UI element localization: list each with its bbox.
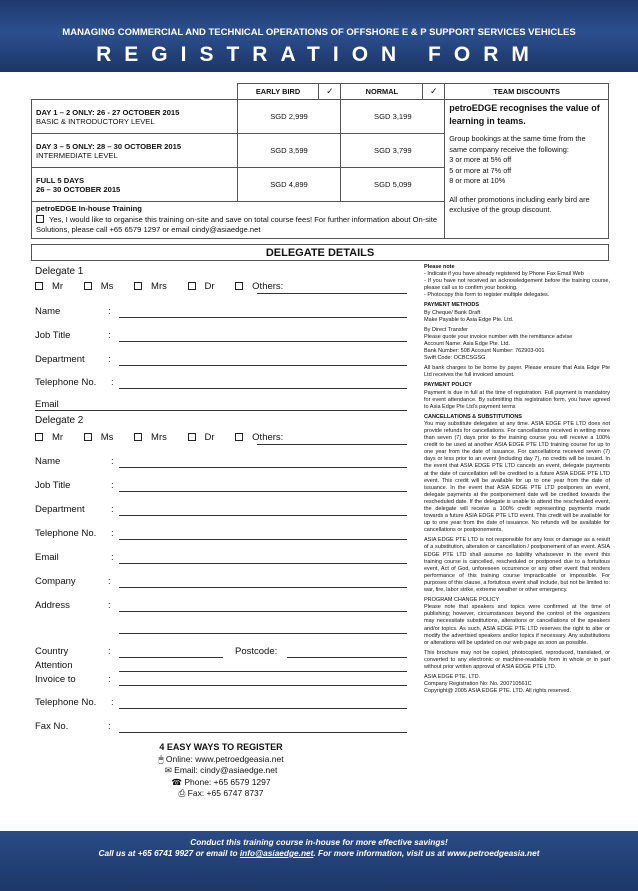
inhouse-training-cell: petroEDGE In-house Training Yes, I would like to organise this training on-site and save on total course fees! For further information about On-site Solutions, please call +65 6579 1297 or email cindy@asiaedge.net (32, 202, 445, 239)
terms-column (424, 264, 610, 698)
title-others-option[interactable]: Others: (235, 281, 292, 292)
fax-row: Fax No. : (35, 720, 407, 733)
register-methods (35, 742, 407, 800)
normal-checkbox[interactable]: ✓ (423, 84, 445, 100)
title-others-option[interactable]: Others: (235, 432, 292, 443)
title-mrs-option[interactable]: Mrs (134, 281, 176, 292)
fee-row-3-early: SGD 4,899 (237, 168, 341, 202)
delegate-1-department-field[interactable] (119, 365, 407, 366)
payment-methods-title: PAYMENT METHODS (424, 302, 480, 309)
footer-email-link[interactable]: info@asiaedge.net (239, 848, 314, 858)
col-early-bird: EARLY BIRD (237, 84, 319, 100)
delegate-2-telephone-row: Telephone No. : (35, 527, 407, 540)
direct-transfer-text: By Direct Transfer Please quote your invoice number with the remittance advise Account Name: Asia Edge Pte. Ltd. Bank Number: 508 Account Number: 762903-001 Swift Code: OCBCSGSG (424, 326, 573, 362)
header-banner (0, 0, 638, 72)
fees-table (31, 83, 609, 239)
copyright-text: This brochure may not be copied, photocopied, reproduced, translated, or converted to any electronic or machine-readable form in whole or in part without prior written approval of ASIA EDGE PTE LTD. (424, 649, 610, 670)
delegate-1-department-row: Department : (35, 353, 407, 366)
footer-line-1: Conduct this training course in-house for more effective savings! (190, 837, 448, 847)
footer-line-2: Call us at +65 6741 9927 or email to info@asiaedge.net. For more information, visit us at www.petroedgeasia.net (98, 848, 540, 858)
company-telephone-row: Telephone No. : (35, 696, 407, 709)
delegate-1-email-row: Email (35, 398, 407, 411)
computer-icon: 🖱 (158, 753, 166, 764)
phone-register[interactable]: ☎ Phone: +65 6579 1297 (171, 776, 271, 787)
liability-text: ASIA EDGE PTE LTD is not responsible for any loss or damage as a result of a substitution, alteration or cancellation / postponement of an event. ASIA EDGE PTE LTD shall assume no liability whatsoever in the event this training course is cancelled, rescheduled or postponed due to a fortuitous event, Act of God, unforeseen occurrence or any other event that renders performance of this training course impracticable or impossible. For purposes of this clause, a fortuitous event shall include, but not be limited to: war, fire, labor strike, extreme weather or other emergency. (424, 537, 610, 594)
inhouse-checkbox[interactable] (36, 215, 44, 223)
fee-row-1-early: SGD 2,999 (237, 100, 341, 134)
delegate-2-email-field[interactable] (119, 563, 407, 564)
payment-policy-title: PAYMENT POLICY (424, 382, 472, 389)
title-ms-option[interactable]: Ms (84, 432, 123, 443)
fee-row-1-normal: SGD 3,199 (341, 100, 445, 134)
delegate-1-telephone-field[interactable] (119, 388, 407, 389)
note-item: - Indicate if you have already registered by Phone Fax Email Web (424, 271, 584, 278)
postcode-field[interactable] (287, 657, 407, 658)
fax-field[interactable] (119, 732, 407, 733)
payment-policy-text: Payment is due in full at the time of registration. Full payment is mandatory for event attendance. By submitting this registration form, you have agreed to Asia Edge Pte Ltd's payment terms (424, 389, 610, 410)
title-mr-option[interactable]: Mr (35, 281, 72, 292)
delegate-2-jobtitle-row: Job Title : (35, 479, 407, 492)
register-methods-title: 4 EASY WAYS TO REGISTER (159, 742, 283, 752)
bank-charges-text: All bank charges to be borne by payer. Please ensure that Asia Edge Pte Ltd receives the full invoiced amount. (424, 365, 610, 379)
online-register[interactable]: 🖱 Online: www.petroedgeasia.net (158, 753, 284, 764)
program-change-text: Please note that speakers and topics were confirmed at the time of publishing; however, circumstances beyond the control of the organizers may necessitate substitutions, alterations or cancellations of the speakers and/or topics. As such, ASIA EDGE PTE LTD reserves the right to alter or modify the advertised speakers and/or topics if necessary. Any substitutions or alterations will be updated on our web page as soon as possible. (424, 604, 610, 646)
col-team-discounts: TEAM DISCOUNTS (445, 84, 609, 100)
fee-row-2-normal: SGD 3,799 (341, 134, 445, 168)
fax-register[interactable]: ⎙ Fax: +65 6747 8737 (178, 788, 264, 798)
fee-row-2-label: DAY 3 – 5 ONLY: 28 – 30 OCTOBER 2015 INTERMEDIATE LEVEL (32, 134, 238, 168)
title-mrs-option[interactable]: Mrs (134, 432, 176, 443)
delegate-1-others-field[interactable] (257, 293, 407, 294)
company-field[interactable] (119, 587, 407, 588)
fax-icon: ⎙ (178, 788, 188, 798)
company-telephone-field[interactable] (119, 708, 407, 709)
fee-row-2-early: SGD 3,599 (237, 134, 341, 168)
address-field-line-2[interactable] (119, 633, 407, 634)
payment-methods-text: By Cheque/ Bank Draft Make Payable to Asia Edge Pte. Ltd. (424, 309, 514, 323)
team-discounts-panel: petroEDGE recognises the value of learning in teams. Group bookings at the same time from the same company receive the following: 3 or more at 5% off 5 or more at 7% off 8 or more at 10% All other promotions including early bird are exclusive of the group discount. (445, 100, 609, 239)
invoice-to-field[interactable] (119, 685, 407, 686)
delegate-2-telephone-field[interactable] (119, 539, 407, 540)
header-subtitle: MANAGING COMMERCIAL AND TECHNICAL OPERATIONS OF OFFSHORE E & P SUPPORT SERVICES VEHICLES (62, 27, 576, 38)
please-note-title: Please note (424, 264, 455, 270)
email-register[interactable]: ✉ Email: cindy@asiaedge.net (164, 765, 278, 775)
invoice-to-row: Invoice to : (35, 673, 407, 686)
delegate-2-department-row: Department : (35, 503, 407, 516)
delegate-2-jobtitle-field[interactable] (119, 491, 407, 492)
delegate-2-name-row: Name : (35, 455, 407, 468)
delegate-1-jobtitle-field[interactable] (119, 341, 407, 342)
footer-banner (0, 831, 638, 891)
fee-row-3-label: FULL 5 DAYS 26 – 30 OCTOBER 2015 (32, 168, 238, 202)
program-change-title: PROGRAM CHANGE POLICY (424, 597, 500, 604)
delegate-2-heading: Delegate 2 (35, 415, 84, 426)
note-item: - Photocopy this form to register multiple delegates. (424, 292, 550, 299)
delegate-2-department-field[interactable] (119, 515, 407, 516)
delegate-1-name-field[interactable] (119, 317, 407, 318)
delegate-2-others-field[interactable] (257, 444, 407, 445)
address-field[interactable] (119, 611, 407, 612)
delegate-1-name-row: Name : (35, 305, 407, 318)
envelope-icon: ✉ (164, 765, 175, 775)
title-ms-option[interactable]: Ms (84, 281, 123, 292)
delegate-1-jobtitle-row: Job Title : (35, 329, 407, 342)
address-row: Address : (35, 599, 407, 612)
country-row: Country : Postcode: (35, 645, 407, 658)
delegate-details-title: DELEGATE DETAILS (31, 244, 609, 261)
attention-row: Attention (35, 659, 407, 672)
delegate-1-heading: Delegate 1 (35, 266, 84, 277)
company-info: ASIA EDGE PTE. LTD. Company Registration No: No. 200710561C Copyright@ 2005 ASIA EDGE PTE. LTD. All rights reserved. (424, 674, 572, 695)
cancellations-text: You may substitute delegates at any time. ASIA EDGE PTE LTD does not provide refunds for cancellations. For cancellations received in writing more than seven (7) days prior to the training course you will receive a 100% credit to be used at another ASIA EDGE PTE LTD training course for up to one year from the date of issuance. For cancellations received seven (7) days or less prior to an event (including day 7), no credits will be issued. In the event that ASIA EDGE PTE LTD cancels an event, delegate payments at the date of cancellation will be credited to a future ASIA EDGE PTE LTD event. This credit will be available for up to one year from the date of issuance. In the event that ASIA EDGE PTE LTD postpones an event, delegate payments at the postponement date will be credited towards the rescheduled date. If the delegate is unable to attend the rescheduled event, the delegate will receive a 100% credit representing payments made towards a future ASIA EDGE PTE LTD event. This credit will be available for up to one year from the date of issuance. No refunds will be available for cancellations or postponements. (424, 420, 610, 534)
delegate-1-telephone-row: Telephone No. : (35, 376, 407, 389)
fee-row-3-normal: SGD 5,099 (341, 168, 445, 202)
col-normal: NORMAL (341, 84, 423, 100)
delegate-2-name-field[interactable] (119, 467, 407, 468)
company-row: Company : (35, 575, 407, 588)
delegate-2-email-row: Email : (35, 551, 407, 564)
country-field[interactable] (119, 657, 223, 658)
page-title: REGISTRATION FORM (96, 43, 542, 66)
delegate-1-email-field[interactable] (35, 410, 407, 411)
note-item: - If you have not received an acknowledgement before the training course, please call us to confirm your booking. (424, 278, 610, 292)
fee-row-1-label: DAY 1 – 2 ONLY: 26 - 27 OCTOBER 2015 BASIC & INTRODUCTORY LEVEL (32, 100, 238, 134)
phone-icon: ☎ (171, 776, 185, 787)
early-bird-checkbox[interactable]: ✓ (319, 84, 341, 100)
title-dr-option[interactable]: Dr (188, 281, 224, 292)
title-mr-option[interactable]: Mr (35, 432, 72, 443)
title-dr-option[interactable]: Dr (188, 432, 224, 443)
attention-field[interactable] (119, 671, 407, 672)
cancellations-title: CANCELLATIONS & SUBSTITUTIONS (424, 413, 522, 420)
